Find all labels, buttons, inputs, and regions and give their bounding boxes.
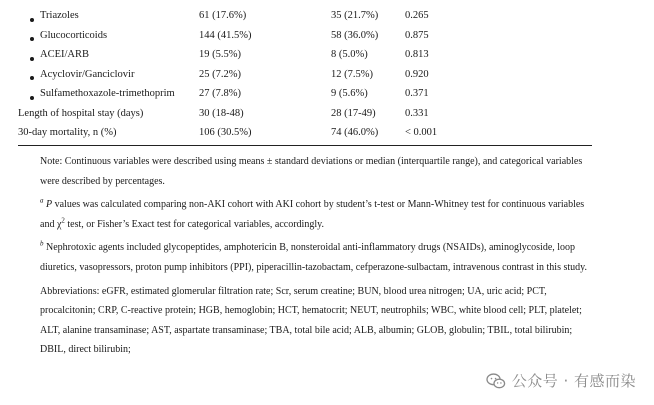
row-label: 30-day mortality, n (%) [18, 127, 117, 138]
footnote-b [40, 238, 600, 277]
p-symbol: P [46, 199, 53, 211]
footnote-a-text-2: test, or Fisher’s Exact test for categorical variables, accordingly. [64, 218, 324, 230]
bullet-icon [30, 57, 34, 61]
table-row [18, 26, 618, 46]
footnote-a [40, 195, 600, 234]
row-label-text: Triazoles [40, 10, 79, 21]
row-label-text: Sulfamethoxazole-trimethoprim [40, 88, 175, 99]
row-label: Length of hospital stay (days) [18, 107, 144, 119]
row-label [30, 30, 107, 41]
p-value: 0.371 [405, 88, 429, 99]
non-aki-value: 27 (7.8%) [199, 88, 241, 99]
p-value: 0.813 [405, 49, 429, 60]
table-row [18, 104, 618, 124]
table-row [18, 6, 618, 26]
non-aki-value: 30 (18-48) [199, 107, 244, 119]
table-notes [40, 152, 600, 360]
footnote-b-text: Nephrotoxic agents included glycopeptides, amphotericin B, nonsteroidal anti-inflammatory drugs (NSAIDs), aminoglycoside, loop diuretics, vasopressors, proton pump inhibitors (PPI), piperacillin-tazobactam, cefperazone-sulbactam, intravenous contrast in this study. [40, 242, 587, 273]
table-row [18, 45, 618, 65]
non-aki-value: 144 (41.5%) [199, 29, 252, 41]
watermark-text: 公众号 · 有感而染 [511, 372, 636, 390]
table-row [18, 84, 618, 104]
bullet-icon [30, 96, 34, 100]
aki-value: 8 (5.0%) [331, 49, 368, 60]
footnote-a-marker: a [40, 196, 44, 205]
bullet-icon [30, 18, 34, 22]
footnote-b-marker: b [40, 240, 44, 249]
aki-value: 12 (7.5%) [331, 68, 373, 80]
bullet-icon [30, 76, 34, 80]
row-label-text: ACEI/ARB [40, 49, 90, 60]
row-label [30, 49, 89, 60]
bullet-icon [30, 37, 34, 41]
footnote-a-text-1: values was calculated comparing non-AKI cohort with AKI cohort by student’s t-test or Mann-Whitney test for continuous variables and χ [40, 199, 585, 230]
row-label-text: Glucocorticoids [40, 29, 108, 41]
data-table [18, 6, 618, 143]
table-row [18, 123, 618, 143]
p-value: 0.920 [405, 68, 429, 80]
aki-value: 74 (46.0%) [331, 127, 379, 138]
wechat-icon [486, 372, 506, 390]
table-row [18, 65, 618, 85]
non-aki-value: 25 (7.2%) [199, 68, 241, 80]
row-label [30, 88, 175, 99]
table-bottom-rule [18, 145, 592, 146]
chi-square-superscript: 2 [61, 216, 65, 225]
row-label-text: Acyclovir/Ganciclovir [40, 68, 135, 80]
aki-value: 28 (17-49) [331, 107, 376, 119]
p-value: 0.265 [405, 10, 429, 21]
abbreviations: Abbreviations: eGFR, estimated glomerular filtration rate; Scr, serum creatine; BUN, blood urea nitrogen; UA, uric acid; PCT, procalcitonin; CRP, C-reactive protein; HGB, hemoglobin; HCT, hematocrit; NEUT, neutrophils; WBC, white blood cell; PLT, platelet; ALT, alanine transaminase; AST, aspartate transaminase; TBA, total bile acid; ALB, albumin; GLOB, globulin; TBIL, total bilirubin; DBIL, direct bilirubin; [40, 285, 582, 356]
row-label [30, 10, 79, 21]
aki-value: 35 (21.7%) [331, 10, 379, 21]
p-value: 0.875 [405, 29, 429, 41]
non-aki-value: 106 (30.5%) [199, 127, 252, 138]
non-aki-value: 19 (5.5%) [199, 49, 241, 60]
non-aki-value: 61 (17.6%) [199, 10, 247, 21]
note-text: Note: Continuous variables were described using means ± standard deviations or median (interquartile range), and categorical variables were described by percentages. [40, 156, 583, 187]
aki-value: 58 (36.0%) [331, 29, 379, 41]
p-value: < 0.001 [405, 127, 438, 138]
p-value: 0.331 [405, 107, 429, 119]
row-label [30, 69, 134, 80]
aki-value: 9 (5.6%) [331, 88, 368, 99]
watermark [486, 370, 636, 391]
